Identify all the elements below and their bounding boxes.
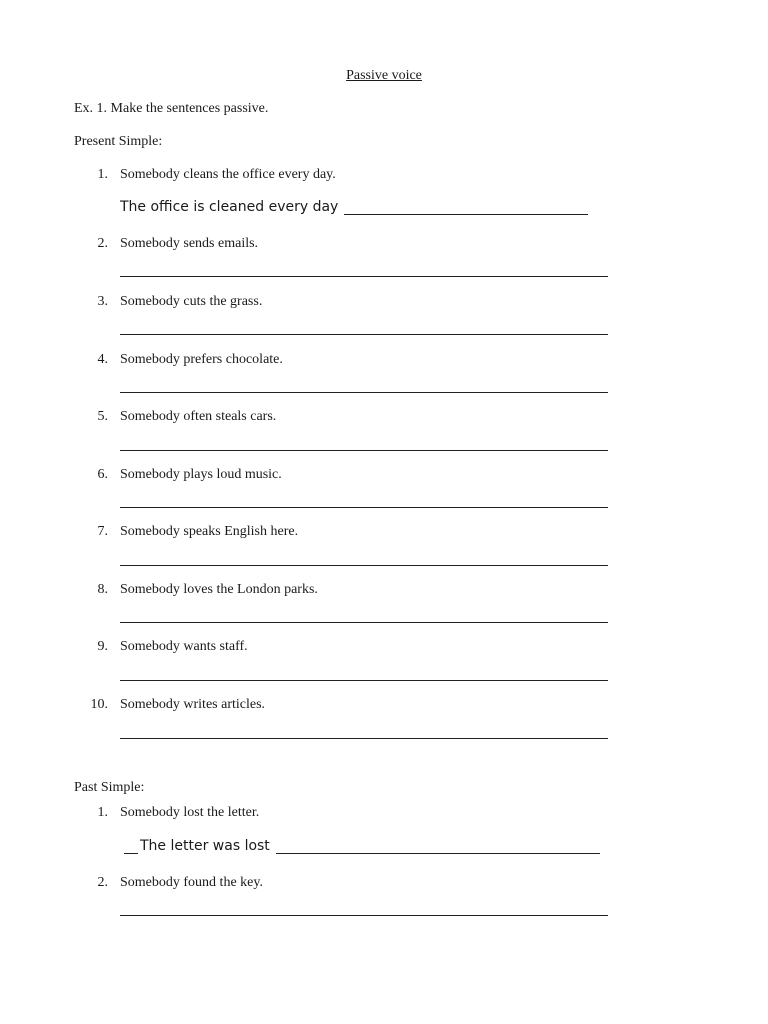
- answer-line[interactable]: [120, 276, 608, 277]
- sample-answer: [120, 838, 600, 854]
- question-item: [0, 467, 768, 487]
- question-number: 2.: [97, 875, 108, 890]
- question-number: 8.: [97, 582, 108, 597]
- question-item: [0, 352, 768, 372]
- question-text: Somebody often steals cars.: [120, 409, 277, 424]
- answer-line[interactable]: [344, 213, 588, 215]
- question-number: 1.: [97, 805, 108, 820]
- question-item: [0, 167, 768, 187]
- question-number: 9.: [97, 639, 108, 654]
- answer-line[interactable]: [120, 507, 608, 508]
- question-item: [0, 294, 768, 314]
- sample-answer-text: The letter was lost: [140, 838, 270, 854]
- answer-line[interactable]: [120, 680, 608, 681]
- answer-line[interactable]: [276, 852, 600, 854]
- question-item: [0, 639, 768, 659]
- question-text: Somebody writes articles.: [120, 697, 266, 712]
- past-simple-heading: Past Simple:: [74, 780, 145, 795]
- question-number: 1.: [97, 167, 108, 182]
- question-text: Somebody found the key.: [120, 875, 263, 890]
- present-simple-heading: Present Simple:: [74, 134, 163, 149]
- question-item: [0, 409, 768, 429]
- question-item: [0, 582, 768, 602]
- question-item: [0, 236, 768, 256]
- question-number: 5.: [97, 409, 108, 424]
- question-text: Somebody lost the letter.: [120, 805, 260, 820]
- question-text: Somebody wants staff.: [120, 639, 248, 654]
- worksheet-title: Passive voice: [346, 68, 422, 83]
- question-item: [0, 697, 768, 717]
- question-text: Somebody loves the London parks.: [120, 582, 318, 597]
- question-number: 10.: [90, 697, 108, 712]
- sample-answer: [120, 199, 588, 215]
- answer-line[interactable]: [124, 852, 138, 854]
- question-text: Somebody speaks English here.: [120, 524, 299, 539]
- question-number: 2.: [97, 236, 108, 251]
- question-item: [0, 875, 768, 895]
- question-text: Somebody cleans the office every day.: [120, 167, 336, 182]
- answer-line[interactable]: [120, 738, 608, 739]
- question-item: [0, 524, 768, 544]
- question-item: [0, 805, 768, 825]
- sample-answer-text: The office is cleaned every day: [120, 199, 339, 215]
- question-number: 7.: [97, 524, 108, 539]
- question-number: 6.: [97, 467, 108, 482]
- question-number: 4.: [97, 352, 108, 367]
- answer-line[interactable]: [120, 334, 608, 335]
- answer-line[interactable]: [120, 915, 608, 916]
- question-text: Somebody plays loud music.: [120, 467, 282, 482]
- answer-line[interactable]: [120, 622, 608, 623]
- answer-line[interactable]: [120, 450, 608, 451]
- question-text: Somebody prefers chocolate.: [120, 352, 283, 367]
- exercise-instruction: Ex. 1. Make the sentences passive.: [74, 101, 269, 116]
- question-number: 3.: [97, 294, 108, 309]
- answer-line[interactable]: [120, 392, 608, 393]
- question-text: Somebody cuts the grass.: [120, 294, 263, 309]
- question-text: Somebody sends emails.: [120, 236, 259, 251]
- answer-line[interactable]: [120, 565, 608, 566]
